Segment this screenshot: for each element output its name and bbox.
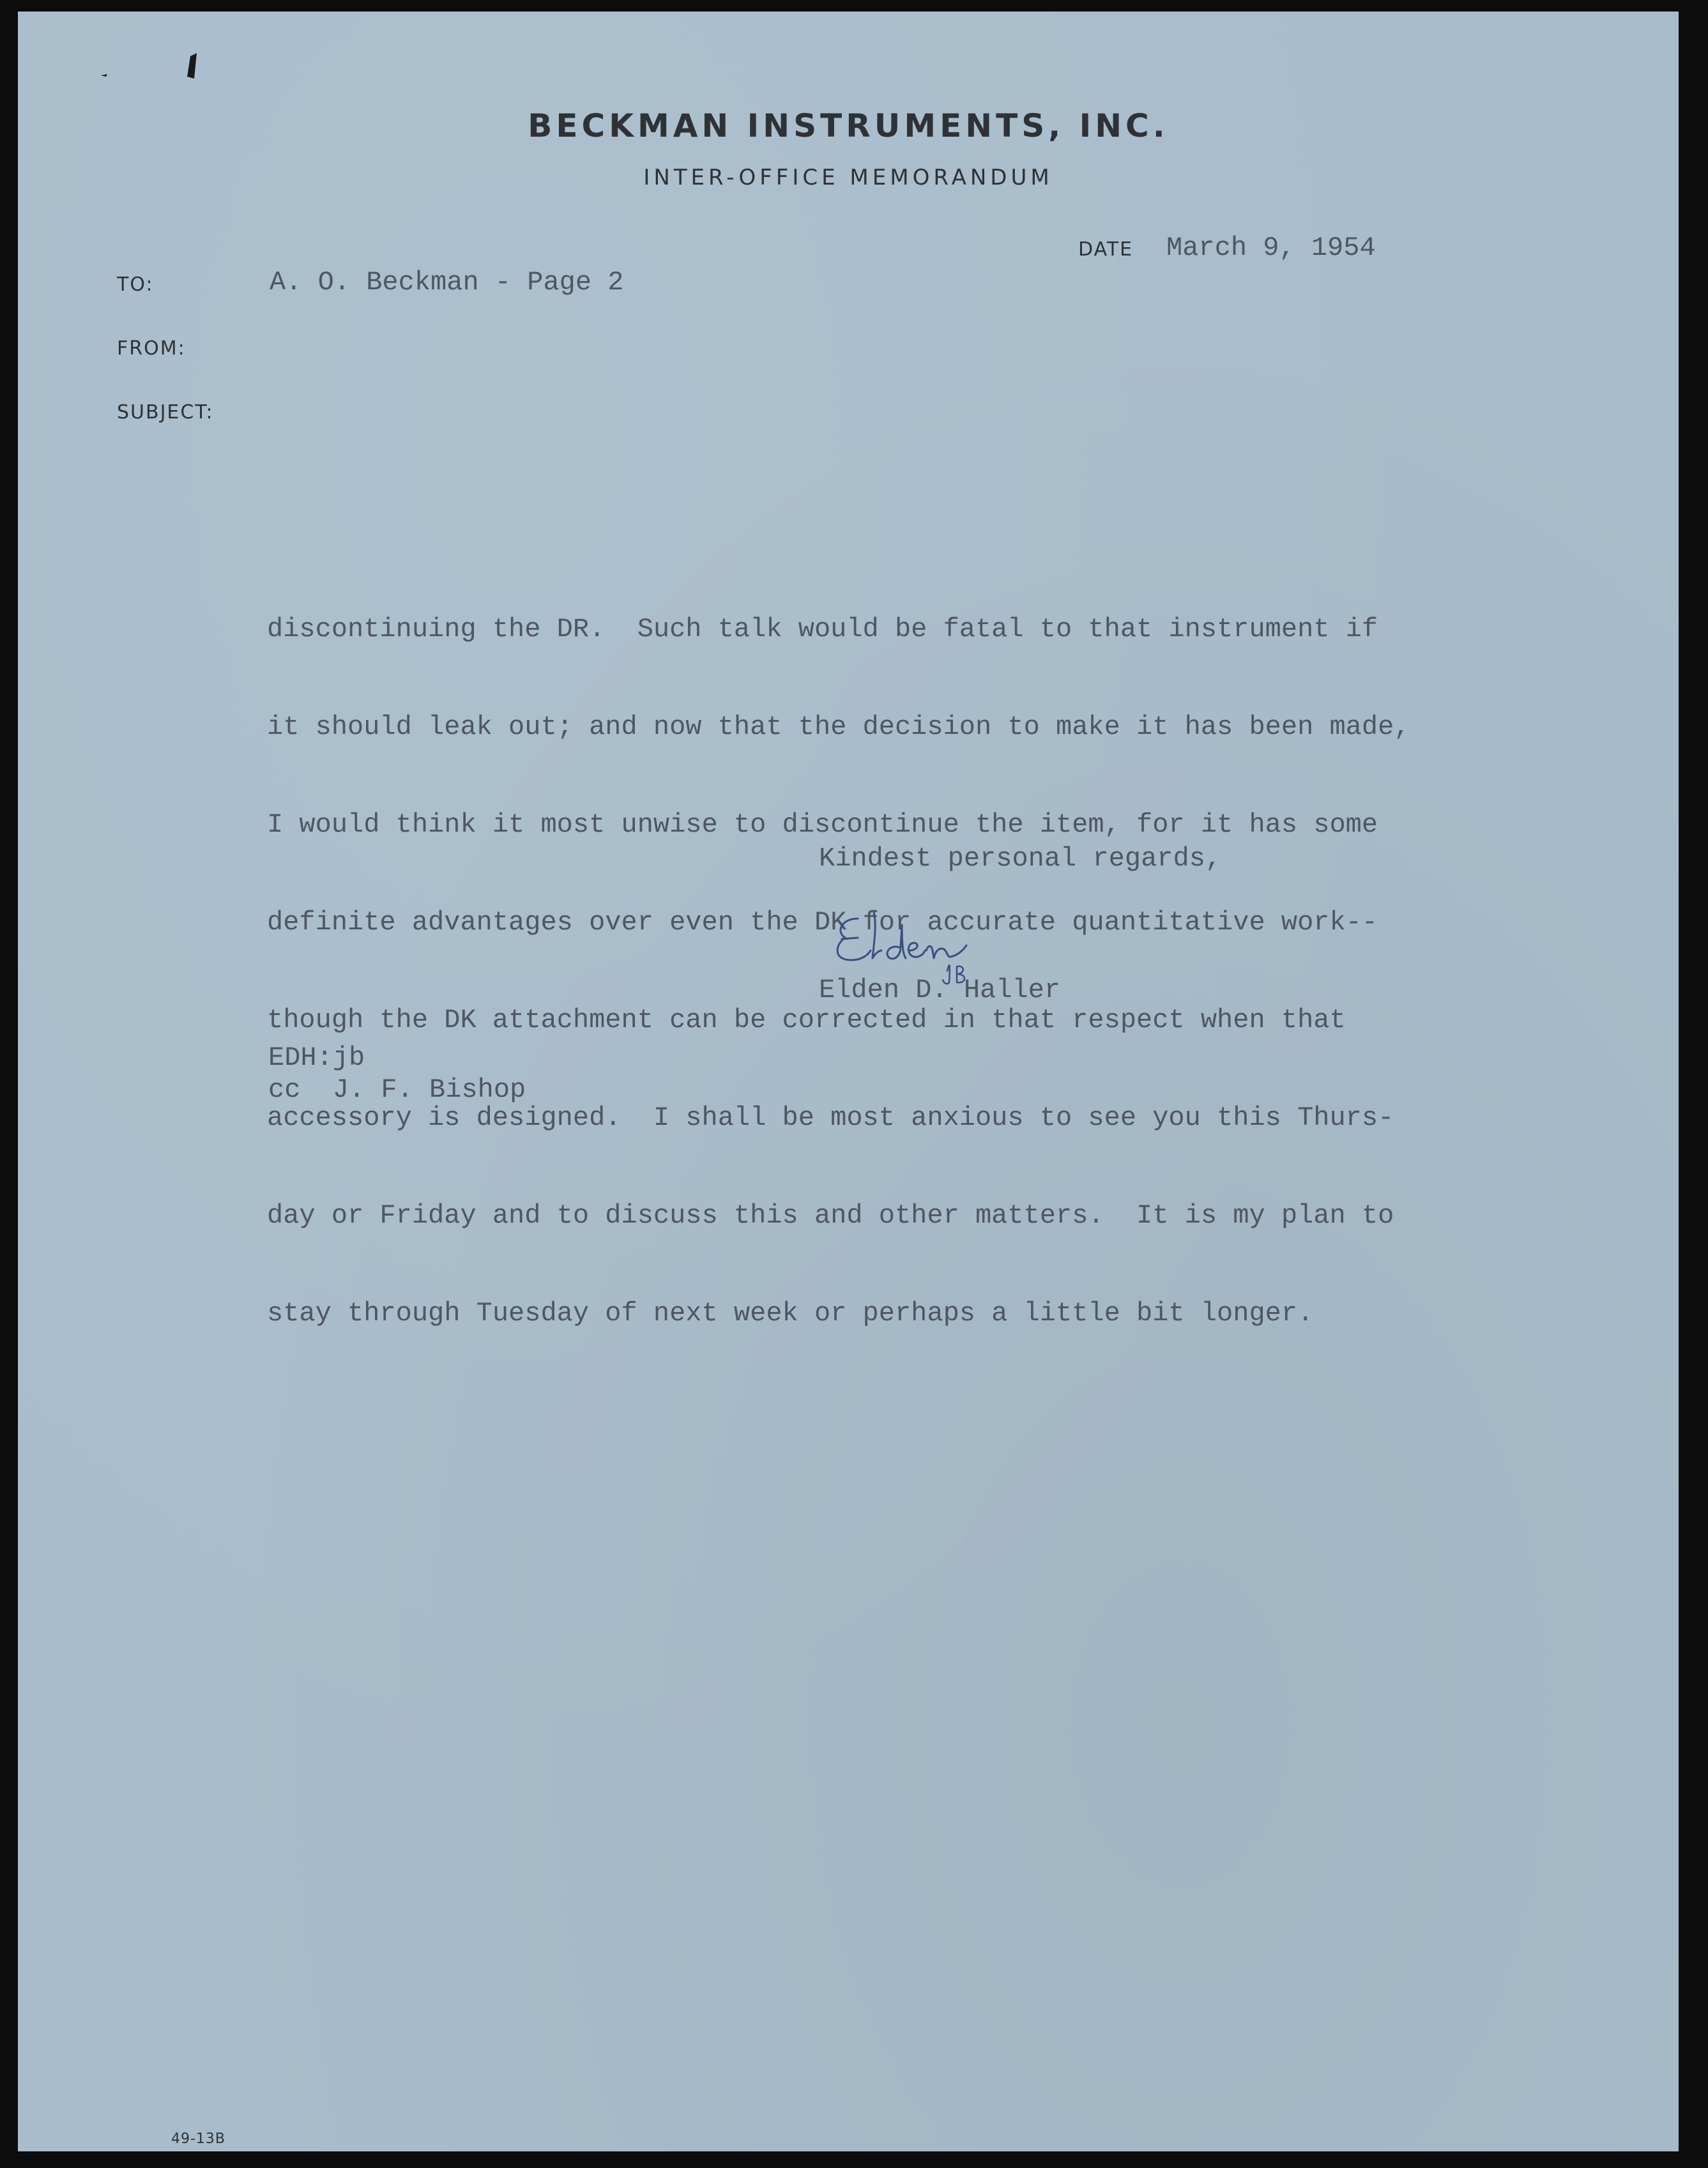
form-number: 49-13B	[171, 2131, 226, 2147]
body-line: stay through Tuesday of next week or perhaps a little bit longer.	[267, 1298, 1314, 1329]
date-label: DATE	[1078, 238, 1134, 261]
body-line: definite advantages over even the DK for accurate quantitative work--	[267, 907, 1378, 938]
body-line: accessory is designed. I shall be most anxious to see you this Thurs-	[267, 1103, 1394, 1133]
closing-salutation: Kindest personal regards,	[819, 843, 1222, 874]
body-line: discontinuing the DR. Such talk would be fatal to that instrument if	[267, 614, 1378, 645]
reference-initials: EDH:jb	[268, 1042, 365, 1073]
company-name: BECKMAN INSTRUMENTS, INC.	[528, 107, 1169, 144]
body-line: I would think it most unwise to discontinue the item, for it has some	[267, 809, 1378, 840]
cc-line: cc J. F. Bishop	[268, 1074, 526, 1105]
memo-type: INTER-OFFICE MEMORANDUM	[643, 165, 1053, 190]
memo-sheet	[18, 11, 1679, 2151]
to-label: TO:	[117, 273, 154, 296]
punch-mark-icon	[82, 50, 210, 88]
typed-name: Elden D. Haller	[819, 975, 1061, 1005]
body-line: though the DK attachment can be corrected in that respect when that	[267, 1005, 1346, 1035]
to-value: A. O. Beckman - Page 2	[270, 267, 624, 298]
date-value: March 9, 1954	[1166, 233, 1376, 263]
body-line: day or Friday and to discuss this and other matters. It is my plan to	[267, 1200, 1394, 1231]
body-line: it should leak out; and now that the decision to make it has been made,	[267, 712, 1410, 742]
subject-label: SUBJECT:	[117, 401, 214, 424]
from-label: FROM:	[117, 337, 186, 360]
